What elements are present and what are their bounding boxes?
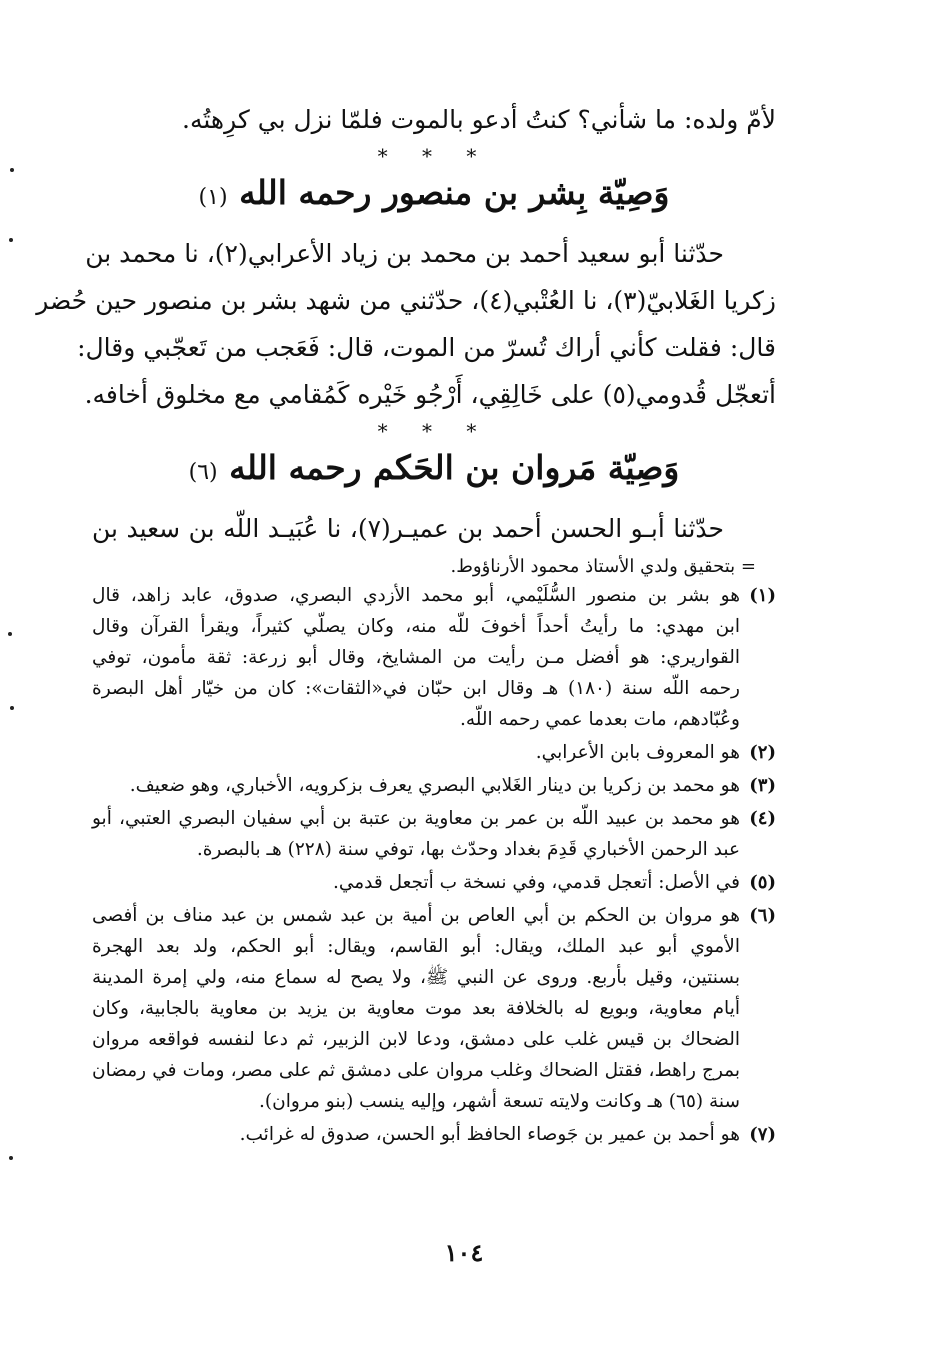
footnote-line: سنة (٦٥) هـ وكانت ولايته تسعة أشهر، وإليه ينسب (بنو مروان). xyxy=(259,1091,740,1112)
paragraph-marwan xyxy=(92,505,776,552)
section-heading-marwan xyxy=(92,442,776,499)
footnote-line: هو أحمد بن عمير بن جَوصاء الحافظ أبو الحسن، صدوق له غرائب. xyxy=(239,1124,740,1145)
footnote-4 xyxy=(92,803,776,865)
footnote-number: (٣) xyxy=(749,775,776,796)
footnote-1 xyxy=(92,580,776,735)
footnote-line: هو المعروف بابن الأعرابي. xyxy=(535,742,740,763)
footnote-line: أيام معاوية، وبويع له بالخلافة بعد موت معاوية بن يزيد بن معاوية بالجابية، وكان xyxy=(92,998,740,1019)
footnote-number: (٥) xyxy=(749,872,776,893)
footnote-line: ابن مهدي: ما رأيتُ أحداً أخوفَ للّه منه، وكان يصلّي كثيراً، ويقرأ القرآن وقال xyxy=(92,616,740,637)
section-separator: * * * xyxy=(377,419,491,443)
footnote-line: رحمه اللّه سنة (١٨٠) هـ وقال ابن حبّان في«الثقات»: كان من خيّار أهل البصرة xyxy=(92,678,740,699)
footnote-line: هو بشر بن منصور السُّلَيْمي، أبو محمد الأزدي البصري، صدوق، عابد زاهد، قال xyxy=(92,585,740,606)
footnote-line: هو مروان بن الحكم بن أبي العاص بن أمية بن عبد شمس بن عبد مناف بن أفصى xyxy=(92,905,740,926)
scan-speck xyxy=(8,632,12,636)
footnote-number: (١) xyxy=(749,585,776,606)
heading-footnote-ref: (١) xyxy=(198,185,228,210)
footnote-line: الضحاك بن قيس غلب على دمشق، ودعا لابن الزبير، ثم دعا لنفسه فواقعه مروان xyxy=(92,1029,740,1050)
paragraph-line: قال: فقلت كأني أراك تُسرّ من الموت، قال: فَعَجب من تَعجّبي وقال: xyxy=(77,333,776,362)
scan-speck xyxy=(9,238,13,242)
footnote-3 xyxy=(92,770,776,801)
footnote-7 xyxy=(92,1119,776,1150)
footnote-line: بمرج راهط، فقتل الضحاك وغلب مروان على دمشق ثم على مصر، ومات في رمضان xyxy=(92,1060,740,1081)
paragraph-line: أتعجّل قُدومي(٥) على خَالِقِي، أَرْجُو خَيْره كَمُقامي مع مخلوق أخافه. xyxy=(84,380,776,409)
scan-speck xyxy=(10,706,14,710)
scan-speck xyxy=(10,168,14,172)
footnote-number: (٦) xyxy=(749,905,776,926)
scan-speck xyxy=(9,1156,13,1160)
footnote-line: هو محمد بن عبيد اللّه بن عمر بن معاوية بن عتبة بن أبي سفيان البصري العتبي، أبو xyxy=(92,808,740,829)
footnote-number: (٢) xyxy=(749,742,776,763)
footnote-line: هو محمد بن زكريا بن دينار الغَلابي البصري يعرف بزكرويه، الأخباري، وهو ضعيف. xyxy=(129,775,740,796)
footnote-line: عبد الرحمن الأخباري قَدِمَ بغداد وحدّث بها، توفي سنة (٢٢٨) هـ بالبصرة. xyxy=(196,839,740,860)
footnote-line: بسنتين، وقيل بأربع. وروى عن النبي ﷺ، ولا يصح له سماع منه، ولي إمرة المدينة xyxy=(92,967,740,988)
footnote-number: (٧) xyxy=(749,1124,776,1145)
paragraph-line: زكريا الغَلابيّ(٣)، نا العُتْبي(٤)، حدّثني من شهد بشر بن منصور حين حُضر xyxy=(36,286,776,315)
page-body xyxy=(36,96,776,1152)
paragraph-line: حدّثنا أبو سعيد أحمد بن محمد بن زياد الأعرابي(٢)، نا محمد بن xyxy=(85,239,724,268)
footnote-line: في الأصل: أتعجل قدمي، وفي نسخة ب أتجعل قدمي. xyxy=(332,872,740,893)
footnote-line: القواريري: هو أفضل مـن رأيت من المشايخ، وقال أبو زرعة: ثقة مأمون، توفي xyxy=(92,647,740,668)
footnotes xyxy=(92,554,776,1150)
page-number: ١٠٤ xyxy=(444,1238,484,1267)
paragraph-bishr xyxy=(36,230,776,418)
section-heading-bishr xyxy=(92,167,776,224)
opening-line: لأمّ ولده: ما شأني؟ كنتُ أدعو بالموت فلمّا نزل بي كرِهتُه. xyxy=(182,105,776,134)
footnote-number: (٤) xyxy=(749,808,776,829)
footnote-continuation: = بتحقيق ولدي الأستاذ محمود الأرناؤوط. xyxy=(450,556,756,577)
paragraph-line: حدّثنا أبـو الحسن أحمد بن عميـر(٧)، نا عُبَيـد اللّه بن سعيد بن xyxy=(92,514,724,543)
footnote-5 xyxy=(92,867,776,898)
heading-title: وَصِيّة مَروان بن الحَكم رحمه الله xyxy=(229,448,680,487)
footnote-6 xyxy=(92,900,776,1117)
section-separator: * * * xyxy=(377,144,491,168)
heading-title: وَصِيّة بِشر بن منصور رحمه الله xyxy=(239,173,670,212)
heading-footnote-ref: (٦) xyxy=(188,460,218,485)
footnote-2 xyxy=(92,737,776,768)
footnote-line: الأموي أبو عبد الملك، ويقال: أبو القاسم، ويقال: أبو الحكم، ولد بعد الهجرة xyxy=(92,936,740,957)
footnote-line: وعُبّادهم، مات بعدما عمي رحمه اللّه. xyxy=(459,709,740,730)
